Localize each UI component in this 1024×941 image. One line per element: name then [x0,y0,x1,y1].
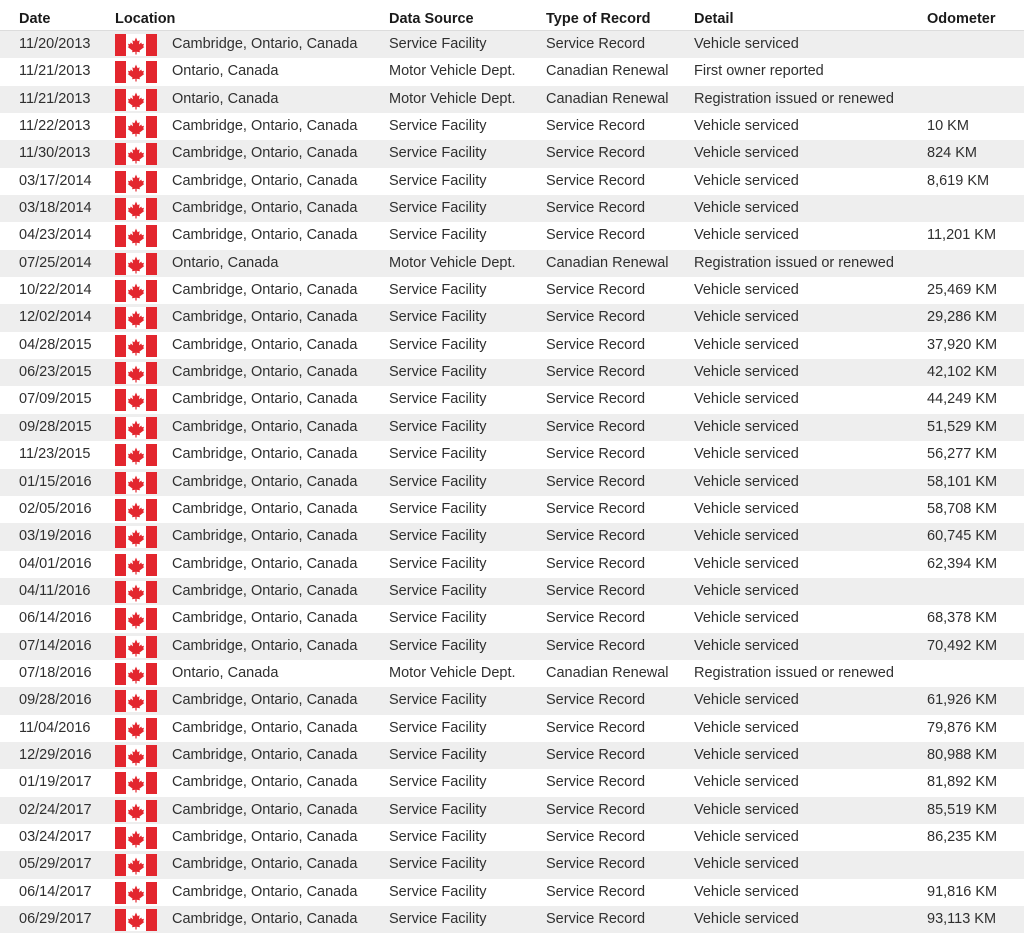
cell-location: Cambridge, Ontario, Canada [172,801,358,818]
vehicle-history-table [0,8,1024,933]
cell-odometer: 68,378 KM [927,610,998,627]
canada-flag-icon [115,636,157,658]
table-row [0,496,1024,523]
cell-type-of-record: Canadian Renewal [546,90,669,107]
cell-data-source: Service Facility [389,200,487,217]
cell-type-of-record: Service Record [546,200,646,217]
cell-location: Ontario, Canada [172,254,279,271]
table-row [0,715,1024,742]
cell-odometer: 81,892 KM [927,774,998,791]
header-type-of-record: Type of Record [546,11,651,27]
cell-date: 06/14/2017 [19,883,92,900]
cell-type-of-record: Service Record [546,172,646,189]
cell-location: Cambridge, Ontario, Canada [172,637,358,654]
cell-location: Cambridge, Ontario, Canada [172,719,358,736]
cell-date: 07/25/2014 [19,254,92,271]
cell-location: Cambridge, Ontario, Canada [172,145,358,162]
cell-detail: Vehicle serviced [694,446,799,463]
cell-location: Cambridge, Ontario, Canada [172,911,358,927]
cell-odometer: 29,286 KM [927,309,998,326]
cell-data-source: Service Facility [389,473,487,490]
cell-detail: Vehicle serviced [694,500,799,517]
cell-location: Ontario, Canada [172,63,279,80]
table-row [0,687,1024,714]
cell-type-of-record: Service Record [546,555,646,572]
cell-odometer: 8,619 KM [927,172,990,189]
cell-detail: Vehicle serviced [694,746,799,763]
cell-detail: Registration issued or renewed [694,254,894,271]
cell-type-of-record: Service Record [546,309,646,326]
cell-detail: Vehicle serviced [694,282,799,299]
table-row [0,140,1024,167]
cell-location: Cambridge, Ontario, Canada [172,172,358,189]
table-row [0,906,1024,933]
cell-data-source: Service Facility [389,828,487,845]
cell-type-of-record: Service Record [546,391,646,408]
cell-detail: Vehicle serviced [694,473,799,490]
table-row [0,113,1024,140]
cell-data-source: Service Facility [389,856,487,873]
cell-type-of-record: Service Record [546,719,646,736]
cell-location: Cambridge, Ontario, Canada [172,118,358,135]
table-row [0,277,1024,304]
cell-detail: Vehicle serviced [694,637,799,654]
canada-flag-icon [115,827,157,849]
cell-data-source: Service Facility [389,446,487,463]
cell-data-source: Service Facility [389,801,487,818]
canada-flag-icon [115,526,157,548]
header-detail: Detail [694,11,734,27]
canada-flag-icon [115,800,157,822]
cell-date: 01/15/2016 [19,473,92,490]
cell-data-source: Service Facility [389,418,487,435]
canada-flag-icon [115,581,157,603]
cell-date: 03/17/2014 [19,172,92,189]
cell-data-source: Service Facility [389,911,487,927]
cell-detail: Vehicle serviced [694,582,799,599]
cell-data-source: Motor Vehicle Dept. [389,254,516,271]
cell-type-of-record: Service Record [546,282,646,299]
canada-flag-icon [115,718,157,740]
cell-detail: Vehicle serviced [694,555,799,572]
cell-detail: Vehicle serviced [694,118,799,135]
cell-date: 10/22/2014 [19,282,92,299]
cell-type-of-record: Service Record [546,828,646,845]
cell-odometer: 56,277 KM [927,446,998,463]
canada-flag-icon [115,335,157,357]
canada-flag-icon [115,253,157,275]
canada-flag-icon [115,854,157,876]
cell-date: 05/29/2017 [19,856,92,873]
cell-odometer: 91,816 KM [927,883,998,900]
cell-location: Cambridge, Ontario, Canada [172,36,358,52]
table-row [0,742,1024,769]
canada-flag-icon [115,280,157,302]
table-row [0,222,1024,249]
canada-flag-icon [115,772,157,794]
cell-data-source: Service Facility [389,172,487,189]
cell-date: 11/20/2013 [19,36,91,52]
cell-detail: First owner reported [694,63,824,80]
canada-flag-icon [115,608,157,630]
cell-date: 04/11/2016 [19,582,91,599]
cell-odometer: 85,519 KM [927,801,998,818]
cell-detail: Vehicle serviced [694,774,799,791]
table-row [0,414,1024,441]
cell-date: 03/18/2014 [19,200,92,217]
cell-data-source: Service Facility [389,227,487,244]
table-row [0,769,1024,796]
cell-odometer: 79,876 KM [927,719,998,736]
cell-data-source: Motor Vehicle Dept. [389,63,516,80]
cell-date: 04/28/2015 [19,336,92,353]
cell-detail: Vehicle serviced [694,309,799,326]
cell-data-source: Service Facility [389,500,487,517]
canada-flag-icon [115,198,157,220]
cell-type-of-record: Canadian Renewal [546,63,669,80]
cell-detail: Vehicle serviced [694,391,799,408]
cell-type-of-record: Service Record [546,610,646,627]
cell-detail: Vehicle serviced [694,227,799,244]
cell-type-of-record: Service Record [546,227,646,244]
cell-odometer: 58,101 KM [927,473,998,490]
cell-type-of-record: Service Record [546,418,646,435]
cell-location: Cambridge, Ontario, Canada [172,500,358,517]
cell-date: 11/04/2016 [19,719,91,736]
canada-flag-icon [115,882,157,904]
table-body [0,31,1024,933]
header-data-source: Data Source [389,11,474,27]
cell-type-of-record: Service Record [546,911,646,927]
table-row [0,633,1024,660]
cell-type-of-record: Service Record [546,528,646,545]
cell-location: Cambridge, Ontario, Canada [172,746,358,763]
table-row [0,851,1024,878]
cell-type-of-record: Service Record [546,746,646,763]
cell-detail: Vehicle serviced [694,200,799,217]
table-row [0,605,1024,632]
canada-flag-icon [115,34,157,56]
cell-date: 09/28/2016 [19,692,92,709]
cell-data-source: Service Facility [389,637,487,654]
cell-date: 04/01/2016 [19,555,92,572]
cell-type-of-record: Canadian Renewal [546,664,669,681]
table-row [0,386,1024,413]
cell-location: Cambridge, Ontario, Canada [172,336,358,353]
cell-location: Cambridge, Ontario, Canada [172,828,358,845]
cell-detail: Vehicle serviced [694,36,799,52]
cell-detail: Vehicle serviced [694,692,799,709]
cell-date: 11/23/2015 [19,446,91,463]
cell-detail: Vehicle serviced [694,528,799,545]
canada-flag-icon [115,89,157,111]
cell-odometer: 61,926 KM [927,692,998,709]
cell-type-of-record: Service Record [546,500,646,517]
cell-type-of-record: Service Record [546,473,646,490]
cell-odometer: 824 KM [927,145,977,162]
cell-detail: Vehicle serviced [694,610,799,627]
cell-location: Cambridge, Ontario, Canada [172,856,358,873]
table-row [0,195,1024,222]
canada-flag-icon [115,61,157,83]
cell-data-source: Service Facility [389,582,487,599]
cell-odometer: 58,708 KM [927,500,998,517]
canada-flag-icon [115,499,157,521]
cell-data-source: Service Facility [389,883,487,900]
cell-detail: Registration issued or renewed [694,90,894,107]
cell-date: 02/24/2017 [19,801,92,818]
canada-flag-icon [115,909,157,931]
cell-date: 07/09/2015 [19,391,92,408]
cell-data-source: Service Facility [389,610,487,627]
canada-flag-icon [115,362,157,384]
cell-location: Cambridge, Ontario, Canada [172,774,358,791]
cell-date: 11/21/2013 [19,90,91,107]
cell-type-of-record: Service Record [546,801,646,818]
cell-date: 11/21/2013 [19,63,91,80]
cell-data-source: Service Facility [389,118,487,135]
header-date: Date [19,11,51,27]
cell-odometer: 62,394 KM [927,555,998,572]
cell-data-source: Motor Vehicle Dept. [389,90,516,107]
canada-flag-icon [115,417,157,439]
canada-flag-icon [115,663,157,685]
table-row [0,168,1024,195]
cell-detail: Vehicle serviced [694,719,799,736]
cell-odometer: 42,102 KM [927,364,998,381]
cell-location: Cambridge, Ontario, Canada [172,692,358,709]
cell-data-source: Service Facility [389,364,487,381]
cell-data-source: Service Facility [389,746,487,763]
cell-date: 12/29/2016 [19,746,92,763]
cell-type-of-record: Service Record [546,336,646,353]
cell-location: Ontario, Canada [172,664,279,681]
table-row [0,31,1024,58]
cell-date: 03/24/2017 [19,828,92,845]
canada-flag-icon [115,444,157,466]
table-row [0,86,1024,113]
cell-date: 03/19/2016 [19,528,92,545]
cell-date: 11/22/2013 [19,118,91,135]
cell-detail: Vehicle serviced [694,418,799,435]
cell-location: Cambridge, Ontario, Canada [172,555,358,572]
cell-type-of-record: Service Record [546,364,646,381]
table-row [0,660,1024,687]
cell-type-of-record: Canadian Renewal [546,254,669,271]
cell-type-of-record: Service Record [546,446,646,463]
cell-date: 02/05/2016 [19,500,92,517]
cell-date: 07/18/2016 [19,664,92,681]
canada-flag-icon [115,116,157,138]
cell-data-source: Service Facility [389,391,487,408]
cell-data-source: Service Facility [389,282,487,299]
cell-data-source: Motor Vehicle Dept. [389,664,516,681]
cell-type-of-record: Service Record [546,774,646,791]
cell-data-source: Service Facility [389,719,487,736]
cell-location: Cambridge, Ontario, Canada [172,418,358,435]
cell-location: Cambridge, Ontario, Canada [172,309,358,326]
canada-flag-icon [115,171,157,193]
cell-detail: Vehicle serviced [694,856,799,873]
table-row [0,359,1024,386]
table-row [0,469,1024,496]
cell-location: Cambridge, Ontario, Canada [172,582,358,599]
cell-location: Cambridge, Ontario, Canada [172,446,358,463]
cell-data-source: Service Facility [389,774,487,791]
cell-odometer: 86,235 KM [927,828,998,845]
table-row [0,879,1024,906]
canada-flag-icon [115,225,157,247]
cell-location: Cambridge, Ontario, Canada [172,227,358,244]
cell-odometer: 80,988 KM [927,746,998,763]
cell-location: Cambridge, Ontario, Canada [172,391,358,408]
cell-location: Cambridge, Ontario, Canada [172,200,358,217]
cell-type-of-record: Service Record [546,692,646,709]
cell-location: Ontario, Canada [172,90,279,107]
cell-location: Cambridge, Ontario, Canada [172,610,358,627]
cell-data-source: Service Facility [389,36,487,52]
table-row [0,523,1024,550]
table-row [0,551,1024,578]
cell-date: 07/14/2016 [19,637,92,654]
cell-detail: Vehicle serviced [694,364,799,381]
header-odometer: Odometer [927,11,996,27]
cell-odometer: 70,492 KM [927,637,998,654]
cell-date: 06/14/2016 [19,610,92,627]
cell-type-of-record: Service Record [546,637,646,654]
cell-odometer: 11,201 KM [927,227,997,244]
cell-date: 01/19/2017 [19,774,92,791]
canada-flag-icon [115,745,157,767]
cell-date: 04/23/2014 [19,227,92,244]
cell-detail: Vehicle serviced [694,801,799,818]
cell-data-source: Service Facility [389,555,487,572]
canada-flag-icon [115,472,157,494]
cell-odometer: 37,920 KM [927,336,998,353]
cell-type-of-record: Service Record [546,145,646,162]
cell-date: 11/30/2013 [19,145,91,162]
cell-type-of-record: Service Record [546,118,646,135]
canada-flag-icon [115,690,157,712]
table-row [0,304,1024,331]
cell-detail: Registration issued or renewed [694,664,894,681]
table-row [0,58,1024,85]
table-row [0,250,1024,277]
cell-type-of-record: Service Record [546,36,646,52]
cell-data-source: Service Facility [389,692,487,709]
cell-detail: Vehicle serviced [694,911,799,927]
header-location: Location [115,11,176,27]
cell-data-source: Service Facility [389,309,487,326]
table-row [0,797,1024,824]
table-row [0,332,1024,359]
canada-flag-icon [115,307,157,329]
cell-type-of-record: Service Record [546,582,646,599]
cell-date: 12/02/2014 [19,309,92,326]
cell-location: Cambridge, Ontario, Canada [172,473,358,490]
cell-location: Cambridge, Ontario, Canada [172,528,358,545]
cell-odometer: 10 KM [927,118,969,135]
cell-detail: Vehicle serviced [694,828,799,845]
cell-detail: Vehicle serviced [694,172,799,189]
table-row [0,824,1024,851]
cell-data-source: Service Facility [389,528,487,545]
table-header [0,8,1024,31]
cell-odometer: 60,745 KM [927,528,998,545]
cell-odometer: 51,529 KM [927,418,998,435]
cell-date: 06/29/2017 [19,911,92,927]
cell-odometer: 93,113 KM [927,911,997,927]
cell-type-of-record: Service Record [546,883,646,900]
cell-location: Cambridge, Ontario, Canada [172,282,358,299]
cell-type-of-record: Service Record [546,856,646,873]
cell-detail: Vehicle serviced [694,336,799,353]
cell-location: Cambridge, Ontario, Canada [172,364,358,381]
cell-odometer: 25,469 KM [927,282,998,299]
canada-flag-icon [115,143,157,165]
canada-flag-icon [115,389,157,411]
cell-date: 09/28/2015 [19,418,92,435]
cell-data-source: Service Facility [389,145,487,162]
cell-date: 06/23/2015 [19,364,92,381]
cell-data-source: Service Facility [389,336,487,353]
cell-detail: Vehicle serviced [694,145,799,162]
table-row [0,441,1024,468]
cell-detail: Vehicle serviced [694,883,799,900]
cell-odometer: 44,249 KM [927,391,998,408]
cell-location: Cambridge, Ontario, Canada [172,883,358,900]
canada-flag-icon [115,554,157,576]
table-row [0,578,1024,605]
